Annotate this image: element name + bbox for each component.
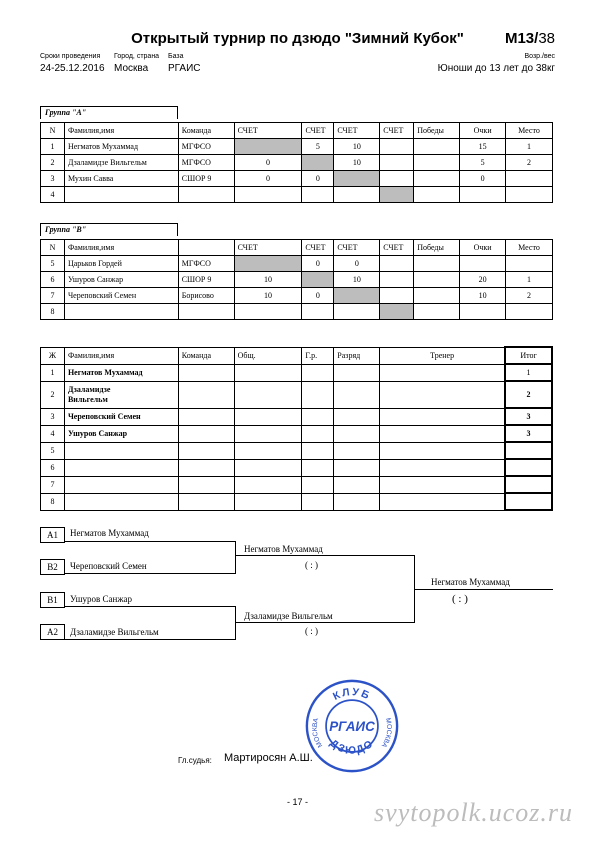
seed-b1: В1 [40, 592, 65, 608]
table-header: Ж Фамилия,имя Команда Общ. Г.р. Разряд Тренер Итог [41, 347, 553, 364]
group-b-table [40, 239, 553, 320]
bracket-line [236, 555, 414, 556]
table-row: 5 Царьков Гордей МГФСО 0 0 [41, 256, 553, 272]
table-row: 8 [41, 304, 553, 320]
bracket-player-3: Ушуров Санжар [70, 594, 133, 604]
semi1-winner: Негматов Мухаммад [244, 544, 323, 554]
city: Москва [114, 63, 149, 74]
stamp-right-text: МОСКВА [379, 717, 393, 749]
svg-text:ДЗЮДО [327, 737, 376, 757]
page-title: Открытый турнир по дзюдо "Зимний Кубок" [131, 30, 464, 47]
seed-b2: В2 [40, 559, 65, 575]
label-age: Возр./вес [524, 53, 555, 60]
bracket-line [236, 622, 414, 623]
label-city: Город, страна [114, 53, 160, 60]
table-row: 4 [41, 187, 553, 203]
semi2-winner: Дзаламидзе Вильгельм [244, 611, 333, 621]
bracket-player-4: Дзаламидзе Вильгельм [70, 627, 159, 637]
stamp-left-text: МОСКВА [311, 717, 325, 749]
table-row: 3 Череповский Семен 3 [41, 408, 553, 425]
table-row: 7 Череповский Семен Борисово 10 0 10 2 [41, 288, 553, 304]
table-row: 5 [41, 442, 553, 459]
bracket-line [235, 606, 236, 640]
stamp-top-text: КЛУБ [331, 686, 373, 703]
category-code: М13/38 [504, 30, 555, 47]
bracket-line [65, 606, 235, 607]
final-winner: Негматов Мухаммад [431, 577, 510, 587]
table-row: 3 Мухин Савва СШОР 9 0 0 0 [41, 171, 553, 187]
semi2-score: ( : ) [305, 626, 318, 636]
table-row: 6 Ушуров Санжар СШОР 9 10 10 20 1 [41, 272, 553, 288]
age-weight: Юноши до 13 лет до 38кг [437, 63, 555, 74]
table-row: 2 Дзаламидзе Вильгельм МГФСО 0 10 5 2 [41, 155, 553, 171]
svg-text:МОСКВА [380, 718, 393, 749]
stamp-center-text: РГАИС [329, 718, 375, 734]
bracket-line [65, 639, 235, 640]
bracket-player-1: Негматов Мухаммад [70, 528, 149, 538]
label-dates: Сроки проведения [40, 53, 101, 60]
stamp-bottom-text: ДЗЮДО [327, 737, 377, 757]
group-b-title: Группа "В" [40, 223, 178, 236]
table-row: 7 [41, 476, 553, 493]
table-header: N Фамилия,имя Команда СЧЕТ СЧЕТ СЧЕТ СЧЕТ Победы Очки Место [41, 123, 553, 139]
table-row: 1 Негматов Мухаммад 1 [41, 364, 553, 381]
bracket-line [65, 573, 235, 574]
bracket-line [415, 589, 553, 590]
seed-a2: А2 [40, 624, 65, 640]
table-row: 8 [41, 493, 553, 510]
judge-name: Мартиросян А.Ш. [224, 752, 313, 764]
label-base: База [168, 53, 184, 60]
final-standings-table [40, 346, 553, 511]
bracket-player-2: Череповский Семен [70, 561, 147, 571]
bracket-line [65, 541, 235, 542]
bracket-line [235, 541, 236, 574]
semi1-score: ( : ) [305, 560, 318, 570]
judge-label: Гл.судья: [178, 756, 212, 765]
svg-text:МОСКВА [312, 717, 324, 748]
table-row: 4 Ушуров Санжар 3 [41, 425, 553, 442]
dates: 24-25.12.2016 [40, 63, 105, 74]
table-header: N Фамилия,имя СЧЕТ СЧЕТ СЧЕТ СЧЕТ Победы Очки Место [41, 240, 553, 256]
table-row: 2 Дзаламидзе Вильгельм 2 [41, 381, 553, 408]
group-a-table [40, 122, 553, 203]
table-row: 1 Негматов Мухаммад МГФСО 5 10 15 1 [41, 139, 553, 155]
group-a-title: Группа "А" [40, 106, 178, 119]
seed-a1: А1 [40, 527, 65, 543]
final-score: ( : ) [452, 593, 468, 605]
page-number: - 17 - [286, 797, 308, 807]
watermark: svytopolk.ucoz.ru [374, 798, 573, 827]
club-stamp [304, 678, 400, 774]
table-row: 6 [41, 459, 553, 476]
base: РГАИС [168, 63, 201, 74]
